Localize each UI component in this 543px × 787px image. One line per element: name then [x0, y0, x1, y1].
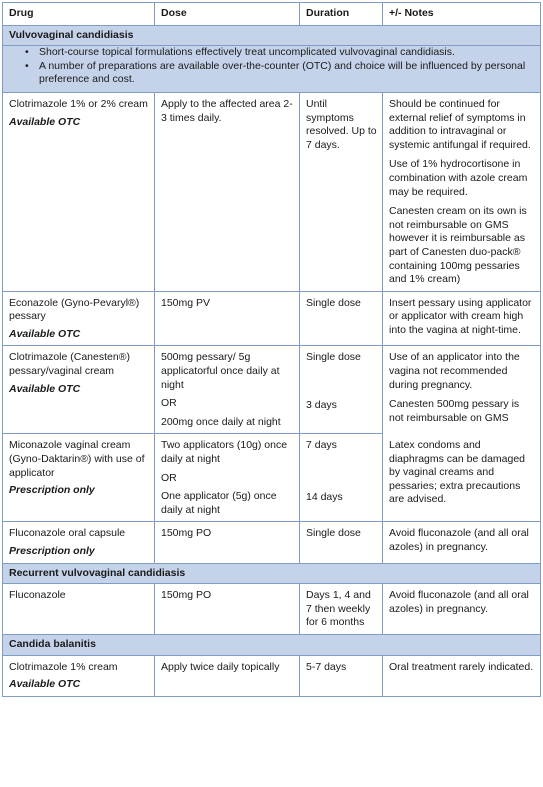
table-row [3, 522, 541, 563]
bullet-icon: • [25, 46, 29, 59]
duration-cell: Days 1, 4 and 7 then weekly for 6 months [300, 584, 383, 635]
drug-cell: Miconazole vaginal cream (Gyno-Daktarin®) with use of applicator Prescription only [3, 434, 155, 522]
dose-cell: 150mg PO [155, 522, 300, 563]
availability-label: Available OTC [9, 327, 81, 340]
notes-cell: Insert pessary using applicator or applicator with cream high into the vagina at night-time. [383, 291, 541, 346]
duration-cell: Single dose [300, 522, 383, 563]
duration-cell: Single dose [300, 291, 383, 346]
section-notes-vvc [3, 46, 541, 93]
duration-cell: Until symptoms resolved. Up to 7 days. [300, 92, 383, 291]
header-dose: Dose [155, 3, 300, 26]
section-heading-balanitis [3, 634, 541, 655]
duration-cell: Single dose 3 days [300, 346, 383, 434]
availability-label: Available OTC [9, 382, 81, 395]
availability-label: Available OTC [9, 115, 81, 128]
header-duration: Duration [300, 3, 383, 26]
duration-cell: 7 days 14 days [300, 434, 383, 522]
bullet-item: • A number of preparations are available over-the-counter (OTC) and choice will be influenced by personal preference and cost. [9, 60, 535, 87]
notes-cell: Oral treatment rarely indicated. [383, 655, 541, 696]
drug-cell: Clotrimazole 1% or 2% cream Available OTC [3, 92, 155, 291]
header-notes: +/- Notes [383, 3, 541, 26]
table-row [3, 434, 541, 522]
section-heading-vvc [3, 25, 541, 46]
table-row [3, 346, 541, 434]
table-row [3, 92, 541, 291]
dose-cell: Apply to the affected area 2-3 times daily. [155, 92, 300, 291]
availability-label: Available OTC [9, 678, 81, 691]
dose-cell: 500mg pessary/ 5g applicatorful once daily at night OR 200mg once daily at night [155, 346, 300, 434]
table-row [3, 655, 541, 696]
drug-cell: Fluconazole oral capsule Prescription only [3, 522, 155, 563]
bullet-icon: • [25, 59, 29, 72]
drug-cell: Econazole (Gyno-Pevaryl®) pessary Available OTC [3, 291, 155, 346]
table-row [3, 291, 541, 346]
treatment-table [2, 2, 541, 697]
header-drug: Drug [3, 3, 155, 26]
section-title: Candida balanitis [3, 634, 541, 655]
availability-label: Prescription only [9, 484, 95, 497]
dose-cell: Two applicators (10g) once daily at night OR One applicator (5g) once daily at night [155, 434, 300, 522]
notes-cell: Use of an applicator into the vagina not recommended during pregnancy. Canesten 500mg pessary is not reimbursable on GMS [383, 346, 541, 434]
dose-cell: 150mg PO [155, 584, 300, 635]
section-title: Vulvovaginal candidiasis [3, 25, 541, 46]
notes-cell: Latex condoms and diaphragms can be damaged by vaginal creams and pessaries; extra precautions are advised. [383, 434, 541, 522]
drug-cell: Clotrimazole (Canesten®) pessary/vaginal cream Available OTC [3, 346, 155, 434]
notes-cell: Avoid fluconazole (and all oral azoles) in pregnancy. [383, 522, 541, 563]
dose-cell: 150mg PV [155, 291, 300, 346]
section-heading-recurrent [3, 563, 541, 584]
table-row [3, 584, 541, 635]
header-row [3, 3, 541, 26]
duration-cell: 5-7 days [300, 655, 383, 696]
notes-cell: Avoid fluconazole (and all oral azoles) in pregnancy. [383, 584, 541, 635]
notes-cell: Should be continued for external relief of symptoms in addition to intravaginal or systemic antifungal if required. Use of 1% hydrocortisone in combination with azole cream may be required. Canesten cream on its own is not reimbursable on GMS however it is reimbursable as part of Canesten duo-pack® containing 100mg pessaries and 1% cream) [383, 92, 541, 291]
drug-cell: Fluconazole [3, 584, 155, 635]
section-title: Recurrent vulvovaginal candidiasis [3, 563, 541, 584]
treatment-table-container [2, 2, 540, 697]
availability-label: Prescription only [9, 545, 95, 557]
drug-cell: Clotrimazole 1% cream Available OTC [3, 655, 155, 696]
dose-cell: Apply twice daily topically [155, 655, 300, 696]
bullet-item: • Short-course topical formulations effectively treat uncomplicated vulvovaginal candidiasis. [9, 46, 535, 60]
